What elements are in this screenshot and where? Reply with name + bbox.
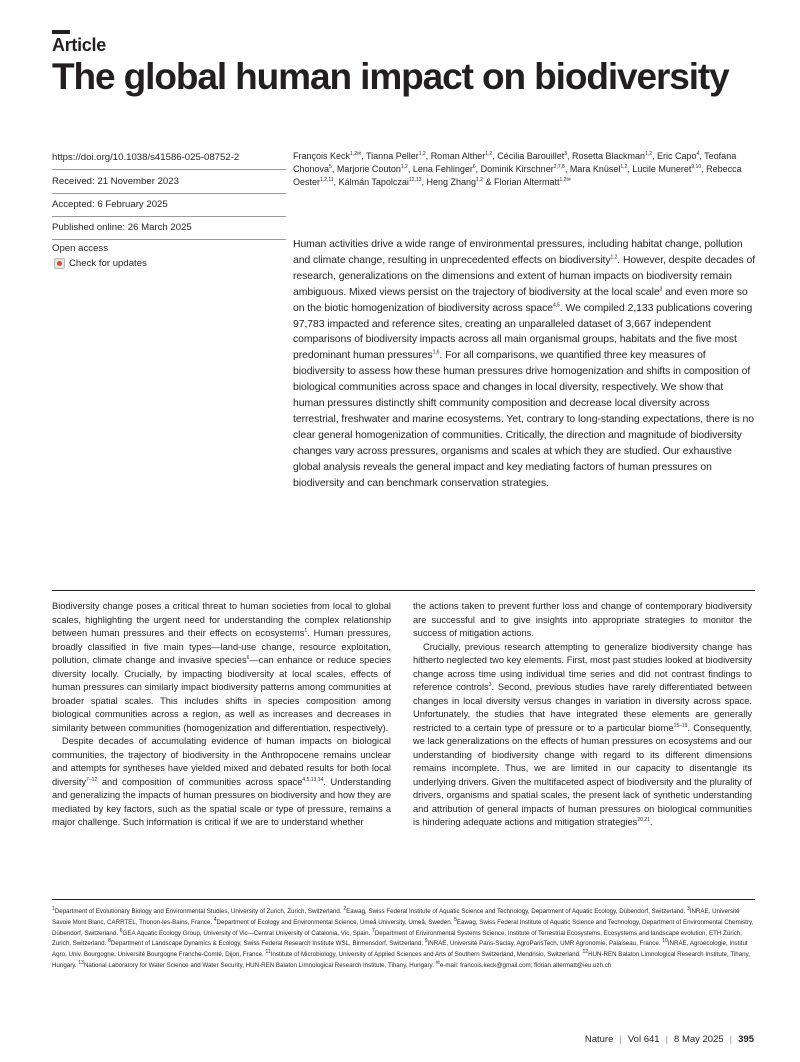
accepted-date: Accepted: 6 February 2025: [52, 199, 168, 210]
check-for-updates-label: Check for updates: [69, 258, 147, 269]
author-affiliation-superscript: 1,2: [476, 177, 483, 184]
citation-superscript[interactable]: 1: [304, 627, 308, 634]
footer-separator: |: [665, 1034, 669, 1045]
author-affiliation-superscript: 1,2✉: [350, 151, 362, 157]
article-title: The global human impact on biodiversity: [52, 56, 729, 97]
abstract: [293, 237, 756, 492]
text-run: Department of Ecology and Environmental Science, Umeå University, Umeå, Sweden.: [216, 918, 455, 926]
text-run: GEA Aquatic Ecology Group, University of Vic—Central University of Catalonia, Vic, Spain.: [122, 929, 372, 937]
citation-superscript[interactable]: 11: [265, 949, 271, 956]
text-run: and composition of communities across space: [97, 776, 303, 787]
text-run: Eawag, Swiss Federal Institute of Aquatic Science and Technology, Department of Environmental Chemistry, Dübendorf, Switzerland.: [52, 918, 754, 937]
author-name[interactable]: Marjorie Couton: [336, 164, 401, 175]
author-affiliation-superscript: 1,2✉: [559, 177, 571, 184]
author-name[interactable]: Lucile Muneret: [632, 164, 692, 175]
citation-superscript[interactable]: 4,5: [552, 302, 560, 309]
author-affiliation-superscript: 3: [564, 151, 567, 157]
body-paragraph: [413, 641, 752, 830]
author-name[interactable]: Teofana Chonova: [293, 151, 737, 175]
citation-superscript[interactable]: 8: [108, 938, 111, 945]
author-affiliation-superscript: 1,2: [645, 151, 653, 157]
doi-link[interactable]: https://doi.org/10.1038/s41586-025-08752-2: [52, 152, 240, 163]
affiliations-footnotes: [52, 907, 755, 972]
citation-superscript[interactable]: 7–12: [86, 776, 98, 783]
author-name[interactable]: Rebecca Oester: [293, 164, 742, 188]
citation-superscript[interactable]: 6: [119, 927, 123, 934]
divider: [52, 169, 286, 170]
footer-separator: |: [729, 1034, 733, 1045]
text-run: HUN-REN Balaton Limnological Research Institute, Tihany, Hungary.: [52, 951, 750, 969]
citation-superscript[interactable]: 3: [659, 286, 663, 293]
body-column-right: [413, 600, 752, 830]
check-for-updates-button[interactable]: [54, 258, 147, 269]
author-affiliation-superscript: 5: [329, 164, 332, 171]
author-affiliation-superscript: 12,13: [408, 177, 422, 184]
author-name[interactable]: Rosetta Blackman: [572, 151, 646, 161]
author-affiliation-superscript: 4: [696, 151, 700, 157]
divider: [52, 193, 286, 194]
citation-superscript[interactable]: 4: [213, 916, 217, 923]
body-column-left: [52, 600, 391, 830]
volume: Vol 641: [627, 1034, 660, 1045]
issue-date: 8 May 2025: [674, 1034, 724, 1045]
text-run: . We compiled 2,133 publications covering 97,783 impacted and reference sites, creating an unparalleled dataset of 3,667 independent comparisons of biodiversity impacts across all main organismal groups, habitats and the five most predominant human pressures: [293, 302, 753, 362]
citation-superscript[interactable]: 3: [686, 905, 690, 912]
citation-superscript[interactable]: 7: [372, 927, 375, 934]
text-run: . Second, previous studies have rarely differentiated between changes in local diversity versus changes in variation in diversity across space. Unfortunately, the studies that have integrated these elements are generally restricted to a certain type of pressure or to a particular biome: [413, 682, 752, 733]
author-affiliation-superscript: 1,2: [485, 151, 493, 157]
citation-superscript[interactable]: 1: [52, 905, 55, 912]
article-type-bar: [52, 30, 70, 34]
author-name[interactable]: Eric Capo: [657, 151, 697, 161]
text-run: INRAE, Université Savoie Mont Blanc, CARRTEL, Thonon-les-Bains, France.: [52, 908, 740, 926]
author-name[interactable]: Florian Altermatt: [493, 177, 560, 188]
author-name[interactable]: Dominik Kirschner: [480, 164, 554, 175]
text-run: . Consequently, we lack generalizations on the effects of human pressures on ecosystems and our understanding of biodiversity change with regard to its different dimensions remains incomplete. Thus, we are limited in our capacity to disentangle its underlying drivers. Given the multifaceted aspect of biodiversity and the plurality of drivers, organisms and spatial scales, the present lack of synthetic understanding and attribution of general impacts of human pressures on biological communities is hindering adequate actions and mitigation strategies: [413, 722, 753, 827]
text-run: Department of Landscape Dynamics & Ecology, Swiss Federal Research Institute WSL, Birmensdorf, Switzerland.: [110, 940, 425, 948]
text-run: INRAE, Université Paris-Saclay, AgroParisTech, UMR Agronomie, Palaiseau, France.: [427, 940, 663, 948]
citation-superscript[interactable]: 20,21: [637, 816, 650, 823]
citation-superscript[interactable]: 10: [662, 938, 668, 945]
citation-superscript[interactable]: 1,2: [610, 254, 618, 261]
author-affiliation-superscript: 6: [472, 164, 476, 171]
citation-superscript[interactable]: 13: [78, 959, 84, 966]
text-run: Department of Environmental Systems Science, Institute of Terrestrial Ecosystems, Ecosystems and landscape evolution, ETH Zürich, Zurich, Switzerland.: [52, 929, 742, 948]
author-affiliation-superscript: 1,2: [400, 164, 408, 171]
divider: [52, 216, 286, 217]
text-run: —can enhance or reduce species diversity locally. Crucially, by impacting biodiversity at local scales, effects of human pressures can similarly impact biodiversity patterns among communities at broader spatial scales. This includes shifts in species composition among biological communities across a region, as well as increases and decreases in similarity between communities (homogenization and differentiation, respectively).: [52, 655, 391, 733]
text-run: Biodiversity change poses a critical threat to human societies from local to global scales, highlighting the urgent need for understanding the complex relationship between human pressures and their effects on ecosystems: [52, 601, 391, 638]
text-run: . For all comparisons, we quantified three key measures of biodiversity to assess how these human pressures drive homogenization and shifts in composition of biological communities across space and changes in local diversity, respectively. We show that human pressures distinctly shift community composition and decrease local diversity across terrestrial, freshwater and marine ecosystems. Yet, contrary to long-standing expectations, there is no clear general homogenization of communities. Critically, the direction and magnitude of biodiversity changes vary across pressures, organisms and scales at which they are studied. Our exhaustive global analysis reveals the general impact and key mediating factors of human pressures on biodiversity and can benchmark conservation strategies.: [293, 350, 754, 489]
author-affiliation-superscript: 9,10: [691, 164, 702, 171]
citation-superscript[interactable]: 15–19: [673, 722, 688, 729]
body-paragraph: [52, 735, 391, 830]
received-date: Received: 21 November 2023: [52, 176, 179, 187]
author-name[interactable]: Roman Alther: [430, 151, 486, 161]
citation-superscript[interactable]: 6: [246, 654, 250, 661]
text-run: Department of Evolutionary Biology and Environmental Studies, University of Zurich, Zurich, Switzerland.: [54, 908, 344, 915]
citation-superscript[interactable]: 5: [454, 916, 457, 923]
body-paragraph: [413, 600, 752, 641]
journal-name: Nature: [584, 1034, 614, 1045]
text-run: INRAE, Agroécologie, Institut Agro, Univ. Bourgogne, Université Bourgogne Franche-Comté, Dijon, France.: [52, 940, 748, 959]
text-run: .: [649, 817, 653, 827]
text-run: Crucially, previous research attempting to generalize biodiversity change has hitherto neglected two key elements. First, most past studies looked at biodiversity change across time using individual time series and did not contrast findings to reference controls: [413, 641, 752, 692]
text-run: . However, despite decades of research, generalizations on the dimensions and extent of human impacts on biodiversity remain ambiguous. Mixed views persist on the trajectory of biodiversity at the local scale: [293, 254, 756, 298]
divider: [52, 239, 286, 240]
author-affiliation-superscript: 1,2: [418, 151, 426, 157]
text-run: Institute of Microbiology, University of Applied Sciences and Arts of Southern Switzerland, Mendrisio, Switzerland.: [270, 951, 583, 959]
author-name[interactable]: Kálmán Tapolczai: [338, 177, 409, 188]
article-type-label: Article: [52, 35, 106, 55]
text-run: and even more so on the biotic homogenization of biodiversity across space: [293, 286, 748, 314]
section-rule: [52, 590, 755, 591]
citation-superscript[interactable]: 2: [343, 905, 347, 912]
citation-superscript[interactable]: 9: [424, 938, 428, 945]
page-number: 395: [738, 1034, 754, 1045]
author-name[interactable]: Cécilia Barouillet: [497, 151, 565, 161]
footnote-rule: [52, 899, 755, 900]
open-access-label: Open access: [52, 243, 108, 254]
citation-superscript[interactable]: 1,6: [432, 349, 440, 356]
citation-superscript[interactable]: 3: [488, 681, 492, 688]
page-footer: [585, 1034, 754, 1045]
footer-separator: |: [619, 1034, 622, 1045]
citation-superscript[interactable]: 4,5,13,14: [302, 776, 324, 783]
text-run: National Laboratory for Water Science and Water Security, HUN-REN Balaton Limnological Research Institute, Tihany, Hungary.: [83, 961, 436, 969]
text-run: Eawag, Swiss Federal Institute of Aquatic Science and Technology, Department of Aquatic Ecology, Dübendorf, Switzerland.: [346, 908, 687, 915]
text-run: . Understanding and generalizing the impacts of human pressures on biodiversity and how they are mediated by key factors, such as the spatial scale or type of pressure, remains a major challenge. Such information is critical if we are to understand whether: [52, 776, 392, 827]
check-for-updates-icon: [54, 258, 65, 269]
citation-superscript[interactable]: ✉: [435, 959, 440, 966]
author-affiliation-superscript: 2,7,8: [553, 164, 565, 171]
text-run: . Human pressures, broadly classified in five main types—land-use change, resource exploitation, pollution, climate change and invasive species: [52, 628, 391, 665]
text-run: Despite decades of accumulating evidence of human impacts on biological communities, the trajectory of biodiversity in the Anthropocene remains unclear and attempts for syntheses have yielded mixed and debated results for both local diversity: [52, 736, 391, 787]
author-name[interactable]: Heng Zhang: [426, 177, 477, 188]
text-run: e-mail: francois.keck@gmail.com; florian.altermatt@ieu.uzh.ch: [439, 961, 612, 969]
text-run: Human activities drive a wide range of environmental pressures, including habitat change, pollution and climate change, resulting in unprecedented effects on biodiversity: [293, 239, 743, 266]
author-name[interactable]: Mara Knüsel: [569, 164, 621, 175]
author-name[interactable]: Lena Fehlinger: [412, 164, 473, 175]
author-affiliation-superscript: 1,2: [620, 164, 628, 171]
author-name[interactable]: François Keck: [293, 151, 351, 161]
published-date: Published online: 26 March 2025: [52, 222, 192, 233]
citation-superscript[interactable]: 12: [582, 949, 589, 956]
author-list: François Keck$^{1,2✉}$, Tianna Peller$^{1,2}$, Roman Alther$^{1,2}$, Cécilia Barouillet$^3$, Rosetta Blackman$^{1,2}$, Eric Capo$^4$, Teofana Chonova$^5$, Marjorie Couton$^{1,2}$, Lena Fehlinger$^6$, Dominik Kirschner$^{2,7,8}$, Mara Knüsel$^{1,2}$, Lucile Muneret$^{9,10}$, Rebecca Oester$^{1,2,11}$, Kálmán Tapolczai$^{12,13}$, Heng Zhang$^{1,2}$ & Florian Altermatt$^{1,2✉}$: [293, 151, 742, 188]
text-run: the actions taken to prevent further loss and change of contemporary biodiversity are successful and to give insights into appropriate strategies to monitor the success of mitigation actions.: [413, 601, 752, 638]
body-paragraph: [52, 600, 391, 735]
author-name[interactable]: Tianna Peller: [366, 151, 419, 161]
author-affiliation-superscript: 1,2,11: [320, 177, 334, 184]
